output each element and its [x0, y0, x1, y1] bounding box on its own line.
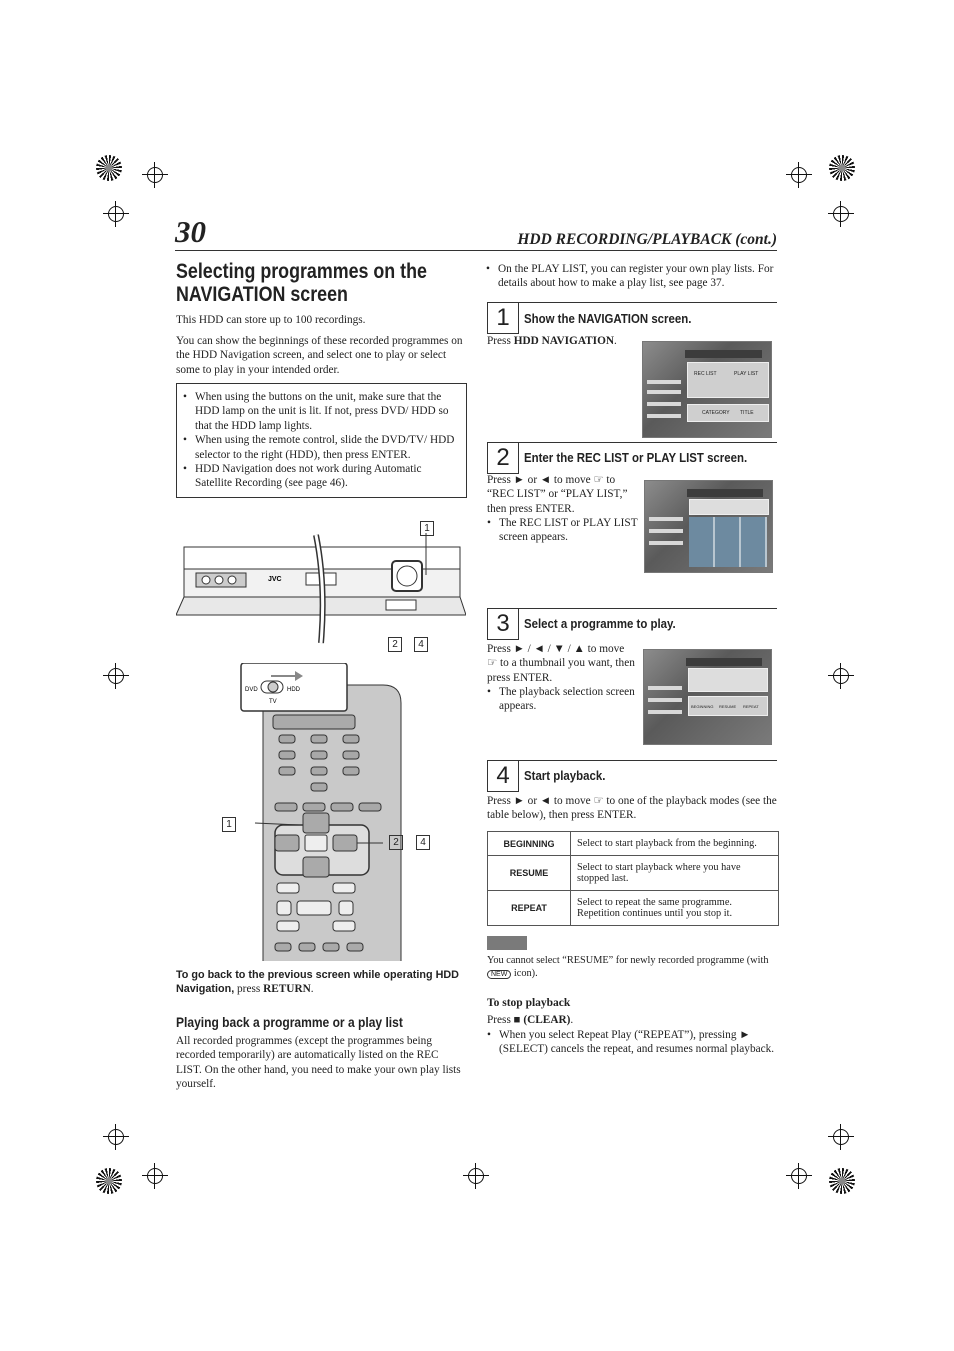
header-rule [175, 250, 777, 251]
step-3-title: Select a programme to play. [524, 616, 676, 631]
step-2-number: 2 [487, 442, 519, 474]
intro-text-1: This HDD can store up to 100 recordings. [176, 314, 366, 326]
table-row: RESUME Select to start playback where you have stopped last. [488, 856, 779, 891]
crosshair-mark [108, 1129, 124, 1145]
screen-title-bar [685, 350, 762, 358]
color-wheel-mark [829, 155, 855, 181]
color-wheel-mark [829, 1168, 855, 1194]
top-bullet-list [498, 262, 778, 291]
subsection-title: Playing back a programme or a play list [176, 1014, 403, 1030]
crosshair-mark [791, 167, 807, 183]
step-4-number: 4 [487, 760, 519, 792]
callout-4: 4 [416, 835, 430, 850]
note-item: • When using the buttons on the unit, make sure that the HDD lamp on the unit is lit. If not, press DVD/ HDD so that the HDD lamp lights. [195, 390, 458, 433]
rec-play-panel: REC LIST PLAY LIST [687, 362, 769, 398]
step-1-text: Press HDD NAVIGATION. [487, 335, 617, 347]
remote-drawing [215, 663, 445, 961]
crosshair-mark [468, 1168, 484, 1184]
callout-2: 2 [388, 637, 402, 652]
stop-playback-bullet: • When you select Repeat Play (“REPEAT”), pressing ► (SELECT) cancels the repeat, and resumes normal playback. [499, 1028, 779, 1057]
step-2-text: Press ► or ◄ to move ☞ to “REC LIST” or “PLAY LIST,” then press ENTER. [487, 474, 628, 515]
thumbnail-grid [689, 517, 767, 567]
stop-playback-text: Press ■ (CLEAR). [487, 1014, 574, 1026]
crosshair-mark [833, 206, 849, 222]
crosshair-mark [108, 206, 124, 222]
section-title: HDD RECORDING/PLAYBACK (cont.) [517, 231, 777, 248]
note-badge [487, 936, 527, 950]
top-bullet: • On the PLAY LIST, you can register your own play lists. For details about how to make a play list, see page 37. [498, 262, 778, 291]
notes-box [176, 383, 467, 498]
step-3-number: 3 [487, 608, 519, 640]
step-2-rule [518, 442, 777, 443]
category-panel: CATEGORY TITLE [687, 404, 769, 422]
playback-modes-table [487, 831, 779, 926]
step-1-rule [518, 302, 777, 303]
step-3-bullet: • The playback selection screen appears. [499, 685, 649, 714]
step-1-number: 1 [487, 302, 519, 334]
step-2-bullet: • The REC LIST or PLAY LIST screen appears. [499, 516, 649, 545]
table-row: BEGINNING Select to start playback from the beginning. [488, 832, 779, 856]
crosshair-mark [147, 167, 163, 183]
callout-2: 2 [389, 835, 403, 850]
step-1-title: Show the NAVIGATION screen. [524, 311, 692, 326]
step-4-text: Press ► or ◄ to move ☞ to one of the playback modes (see the table below), then press ENTER. [487, 795, 777, 822]
color-wheel-mark [96, 1168, 122, 1194]
page-number: 30 [175, 214, 206, 249]
subsection-text: All recorded programmes (except the programmes being recorded temporarily) are automatically listed on the REC LIST. On the other hand, you need to make your own play lists yourself. [176, 1035, 461, 1091]
stop-playback-title: To stop playback [487, 997, 571, 1009]
crosshair-mark [791, 1168, 807, 1184]
return-hint: To go back to the previous screen while operating HDD Navigation, press RETURN. [176, 969, 459, 996]
step-4-title: Start playback. [524, 768, 606, 783]
new-icon: NEW [487, 970, 511, 979]
step-3-rule [518, 608, 777, 609]
dvd-label: DVD [245, 687, 258, 693]
crosshair-mark [833, 668, 849, 684]
remote-control-illustration [215, 663, 445, 961]
tv-label: TV [269, 699, 277, 705]
note-item: • HDD Navigation does not work during Automatic Satellite Recording (see page 46). [195, 462, 458, 491]
callout-1: 1 [420, 521, 434, 536]
note-item: • When using the remote control, slide the DVD/TV/ HDD selector to the right (HDD), then press ENTER. [195, 433, 458, 462]
table-row: REPEAT Select to repeat the same programme. Repetition continues until you stop it. [488, 891, 779, 926]
step-4-rule [518, 760, 777, 761]
step-3-text: Press ► / ◄ / ▼ / ▲ to move ☞ to a thumbnail you want, then press ENTER. [487, 643, 635, 684]
note-text: You cannot select “RESUME” for newly recorded programme (with NEW icon). [487, 955, 769, 979]
callout-1: 1 [222, 817, 236, 832]
rec-list-screen-image [644, 480, 773, 573]
brand-label: JVC [268, 576, 282, 583]
intro-text-2: You can show the beginnings of these recorded programmes on the HDD Navigation screen, and select one to play or select some to play in your intended order. [176, 335, 463, 376]
callout-4: 4 [414, 637, 428, 652]
step-2-title: Enter the REC LIST or PLAY LIST screen. [524, 450, 748, 465]
color-wheel-mark [96, 155, 122, 181]
crosshair-mark [147, 1168, 163, 1184]
unit-front-panel-illustration [176, 515, 466, 650]
crosshair-mark [833, 1129, 849, 1145]
playback-selection-screen-image: BEGINNING RESUME REPEAT [643, 649, 772, 745]
hdd-label: HDD [287, 687, 300, 693]
page-title: Selecting programmes on the NAVIGATION screen [176, 260, 427, 306]
crosshair-mark [108, 668, 124, 684]
navigation-screen-image [642, 341, 772, 438]
